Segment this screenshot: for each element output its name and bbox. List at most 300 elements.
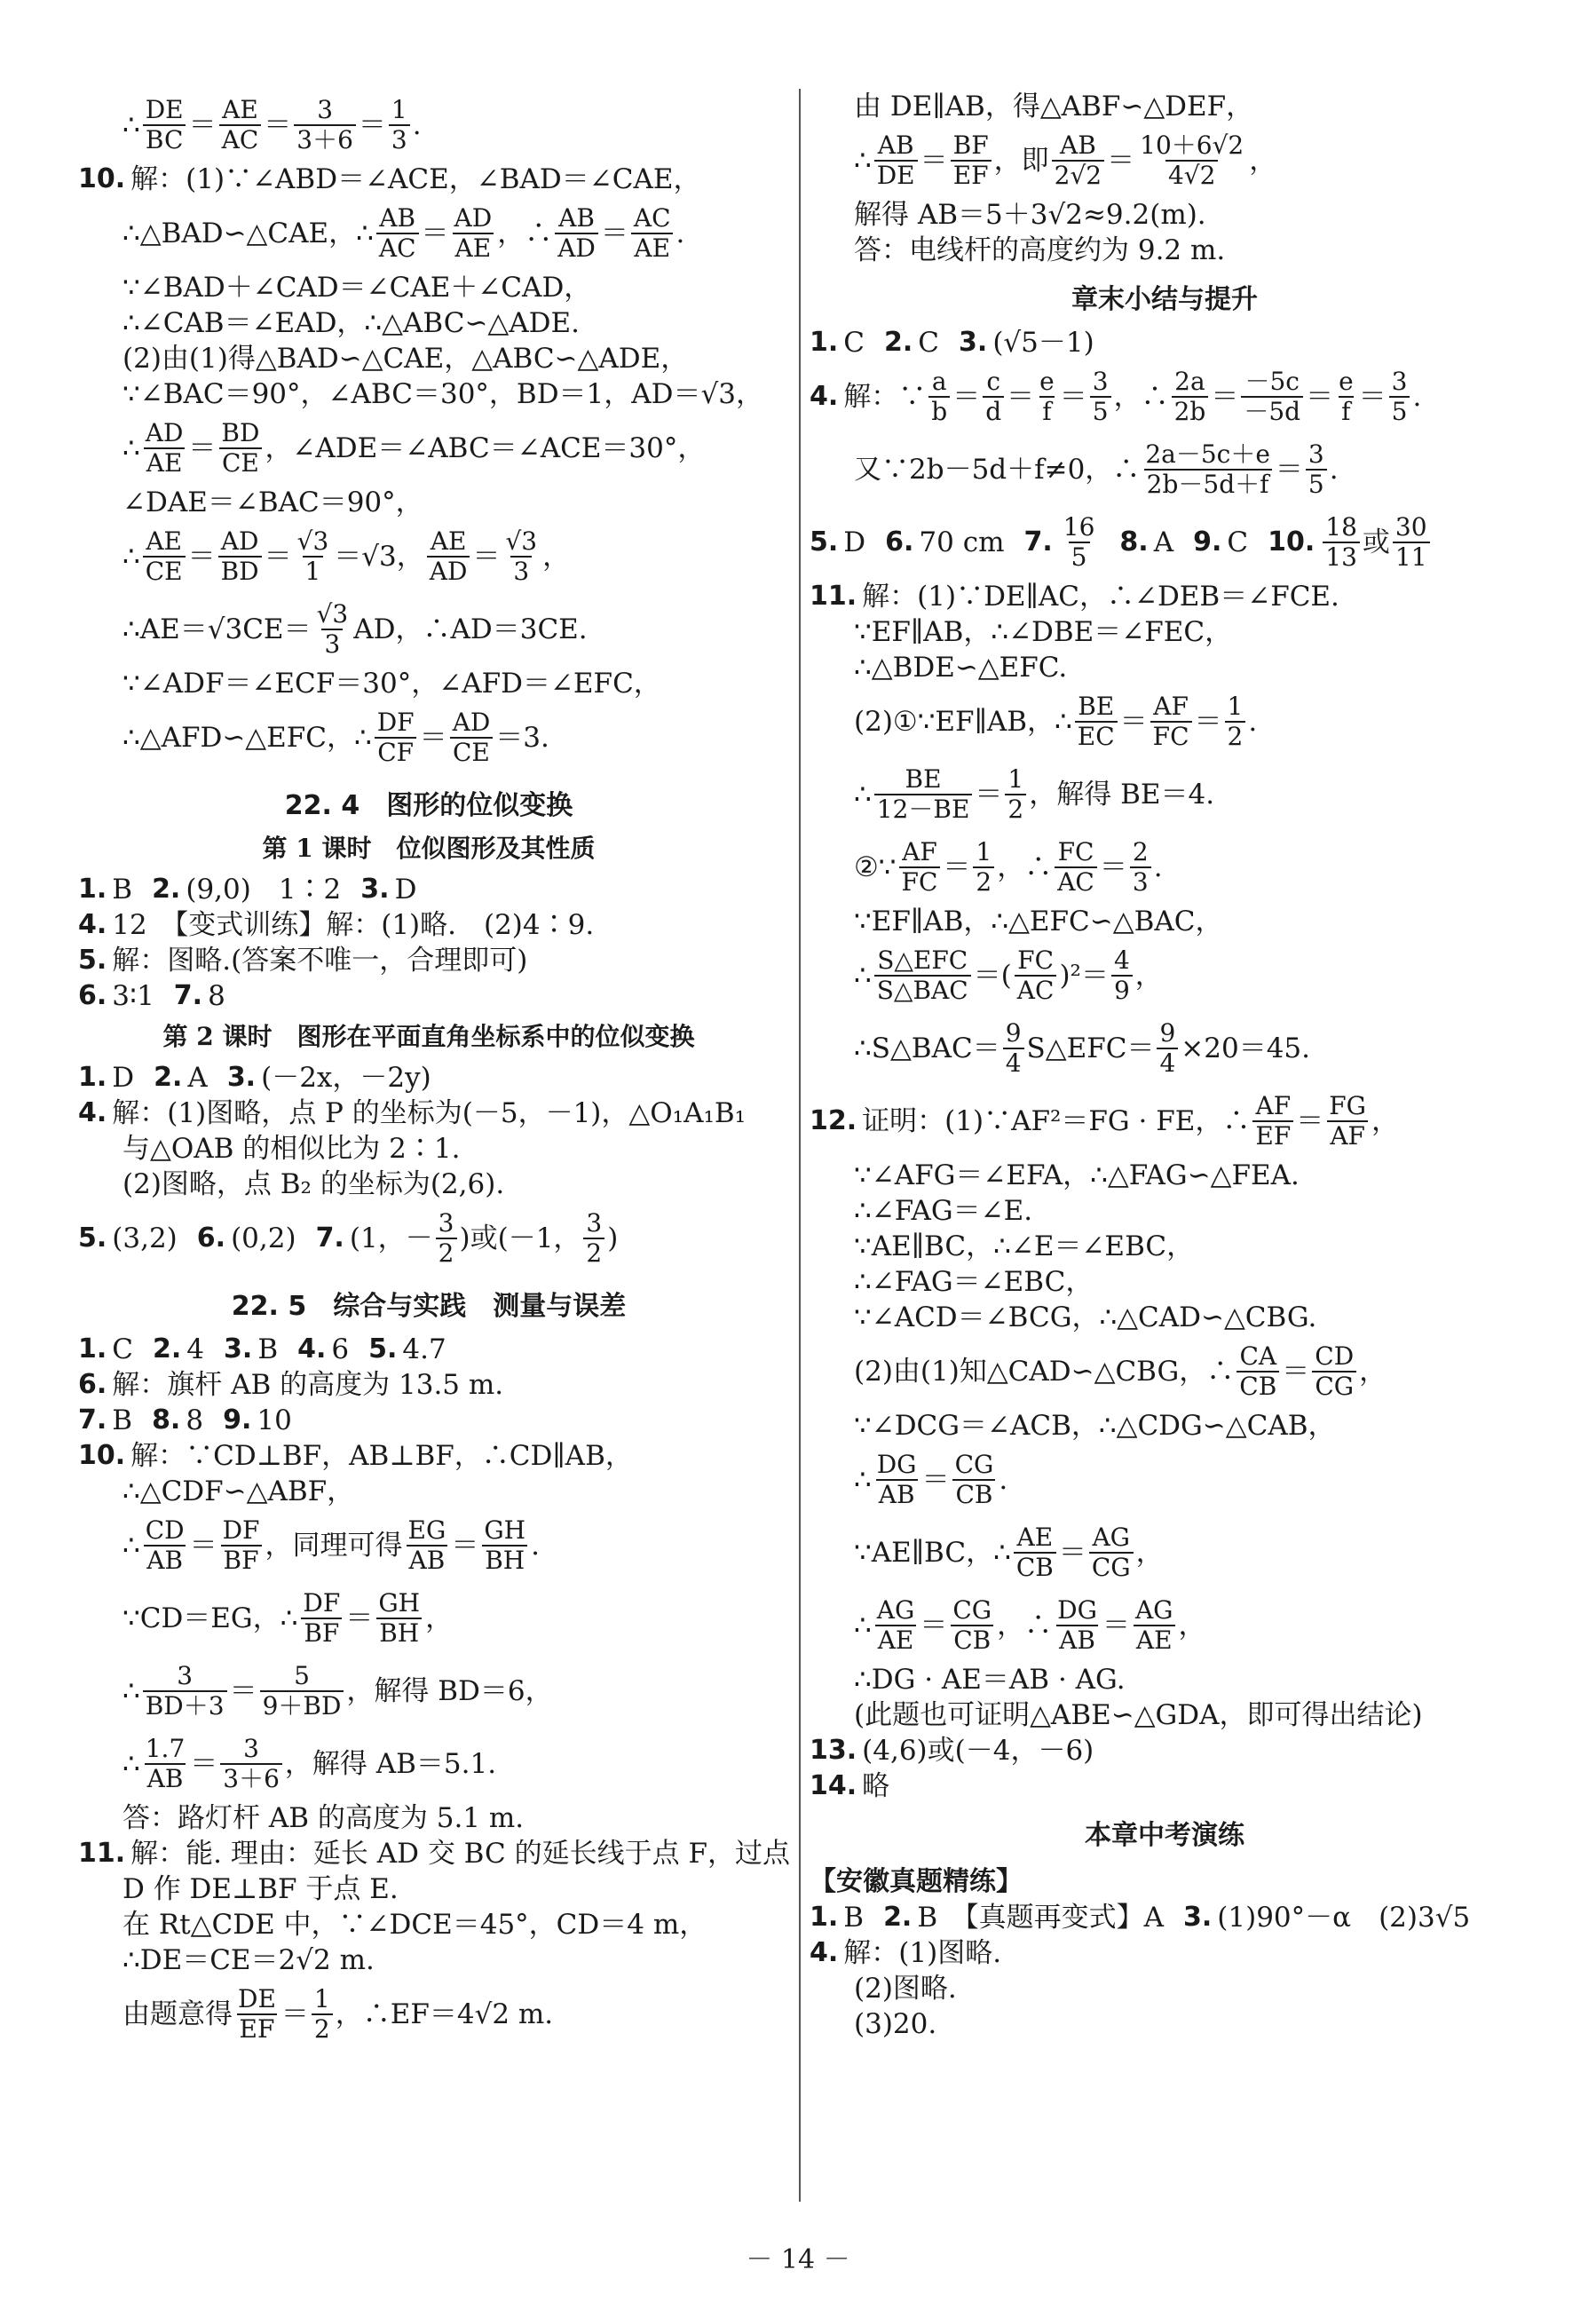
- numerator: AD: [145, 418, 184, 447]
- text-segment: .: [999, 1464, 1008, 1496]
- text-segment: ∠DAE＝∠BAC＝90°，: [122, 487, 423, 518]
- text-segment: (0,2): [231, 1222, 296, 1254]
- text-segment: ∴∠FAG＝∠E.: [854, 1195, 1033, 1227]
- numerator: AF: [1255, 1091, 1292, 1120]
- text-segment: (－2x，－2y): [261, 1062, 431, 1094]
- text-segment: ∵∠BAC＝90°，∠ABC＝30°，BD＝1，AD＝√3，: [122, 378, 763, 410]
- question-number: 6.: [78, 980, 107, 1011]
- numerator: AE: [146, 526, 182, 556]
- fraction: [1075, 692, 1118, 751]
- text-segment: ∴: [854, 1610, 872, 1641]
- answer-row: [810, 1733, 1520, 1768]
- denominator: 13: [1323, 542, 1360, 572]
- text-segment: AD，∴AD＝3CE.: [353, 613, 588, 645]
- fraction: [1142, 440, 1273, 499]
- text-segment: ，即: [993, 145, 1049, 177]
- denominator: AE: [144, 447, 186, 478]
- text-segment: ∵CD＝EG，∴: [122, 1602, 298, 1634]
- fraction: [1172, 368, 1209, 426]
- fraction: [143, 527, 186, 586]
- fraction: [375, 708, 417, 767]
- denominator: 2: [973, 866, 994, 897]
- question-number: 9.: [223, 1404, 252, 1436]
- denominator: AE: [1134, 1625, 1175, 1655]
- denominator: 3: [510, 556, 532, 586]
- text-segment: ，: [1134, 960, 1163, 992]
- question-number: 3.: [226, 1062, 257, 1093]
- numerator: AB: [558, 203, 595, 233]
- fraction: [1237, 1342, 1279, 1401]
- answer-row: [78, 1403, 779, 1438]
- question-number: 14.: [810, 1770, 857, 1801]
- numerator: FC: [1057, 837, 1094, 866]
- text-segment: ∴: [854, 145, 872, 177]
- fraction: [219, 96, 262, 154]
- numerator: AB: [1059, 131, 1096, 160]
- denominator: BF: [301, 1618, 342, 1648]
- numerator: AB: [877, 131, 914, 160]
- line: [78, 341, 779, 376]
- numerator: S△EFC: [877, 945, 968, 975]
- numerator: e: [1039, 367, 1055, 396]
- line: [78, 593, 779, 666]
- fraction: [143, 1662, 227, 1721]
- denominator: AF: [1327, 1120, 1368, 1151]
- text-segment: B: [112, 874, 133, 906]
- text-segment: ，: [542, 541, 571, 573]
- text-segment: 解：图略.(答案不唯一，合理即可): [112, 945, 528, 977]
- line: [78, 1871, 779, 1907]
- section-title: 22. 4 图形的位似变换: [284, 790, 573, 821]
- fraction: [1055, 1596, 1100, 1655]
- fraction: [1111, 946, 1133, 1005]
- denominator: CB: [1014, 1552, 1056, 1582]
- fraction: [583, 1209, 604, 1268]
- answer-row: [78, 1367, 779, 1403]
- text-segment: B: [257, 1333, 279, 1365]
- answer-row: [78, 1096, 779, 1131]
- denominator: 3: [321, 629, 343, 659]
- text-segment: A: [1153, 526, 1174, 558]
- fraction: [376, 204, 419, 263]
- text-segment: ∴: [122, 1530, 140, 1562]
- question-number: 1.: [78, 1333, 107, 1365]
- fraction: [1306, 440, 1327, 499]
- fraction: [1015, 946, 1057, 1005]
- line: [78, 270, 779, 305]
- numerator: CD: [1315, 1341, 1355, 1371]
- text-segment: ∴DG · AE＝AB · AG.: [854, 1664, 1126, 1696]
- denominator: 4√2: [1165, 160, 1218, 190]
- question-number: 11.: [78, 1838, 126, 1869]
- line: 由题意得 $\frac{DE}{EF}$ ＝ $\frac{1}{2}$ ，∴EF＝4√2 m.: [122, 1984, 554, 2044]
- line: [810, 939, 1520, 1012]
- text-segment: ，: [1135, 1537, 1164, 1569]
- numerator: AG: [876, 1595, 915, 1625]
- fraction: [218, 419, 262, 478]
- line: [810, 1158, 1520, 1193]
- denominator: 9: [1111, 975, 1133, 1005]
- fraction: [314, 600, 352, 659]
- question-number: 5.: [78, 1222, 107, 1254]
- numerator: DE: [145, 95, 184, 124]
- numerator: e: [1339, 367, 1354, 396]
- question-number: 7.: [78, 1404, 107, 1436]
- fraction: [389, 96, 410, 154]
- text-segment: ，同理可得: [265, 1530, 403, 1562]
- question-number: 4.: [810, 381, 839, 412]
- question-number: 3.: [224, 1333, 253, 1365]
- section-title: 22. 5 综合与实践 测量与误差: [231, 1291, 627, 1322]
- numerator: 2a: [1174, 367, 1205, 396]
- line: (2)①∵EF∥AB，∴ $\frac{BE}{EC}$ ＝ $\frac{AF}{FC}$ ＝ $\frac{1}{2}$ .: [854, 692, 1258, 751]
- denominator: EC: [1075, 721, 1118, 751]
- text-segment: (2)图略，点 B₂ 的坐标为(2,6).: [122, 1168, 505, 1200]
- text-segment: ∴S△BAC＝: [854, 1032, 1000, 1064]
- text-segment: D: [394, 874, 417, 906]
- numerator: c: [986, 367, 1001, 396]
- fraction: [1393, 513, 1430, 572]
- numerator: GH: [378, 1588, 421, 1618]
- numerator: AG: [1134, 1595, 1173, 1625]
- fraction: [1089, 1523, 1134, 1582]
- text-segment: 与△OAB 的相似比为 2∶1.: [122, 1133, 461, 1165]
- text-segment: 或: [1362, 526, 1390, 558]
- denominator: 5: [1389, 396, 1410, 426]
- denominator: EF: [237, 2013, 278, 2044]
- denominator: CF: [375, 737, 416, 767]
- numerator: BE: [1078, 692, 1115, 721]
- numerator: AG: [1092, 1523, 1131, 1552]
- question-number: 2.: [153, 1333, 182, 1365]
- text-segment: 4: [186, 1333, 205, 1365]
- line: ∴ $\frac{AB}{DE}$ ＝ $\frac{BF}{EF}$ ，即 $\frac{AB}{2√2}$ ＝ $\frac{10+6√2}{4√2}$ ，: [854, 131, 1277, 190]
- text-segment: )或(－1，: [459, 1222, 581, 1254]
- line: [810, 1662, 1520, 1697]
- question-number: 5.: [78, 945, 107, 976]
- text-segment: (2)由(1)得△BAD∽△CAE，△ABC∽△ADE，: [122, 343, 689, 375]
- denominator: f: [1039, 396, 1054, 426]
- line: [78, 305, 779, 341]
- line: (2)由(1)知△CAD∽△CBG，∴ $\frac{CA}{CB}$ ＝ $\frac{CD}{CG}$ ，: [854, 1341, 1387, 1401]
- text-segment: 证明：(1)∵AF²＝FG · FE，∴: [862, 1105, 1251, 1137]
- text-segment: B: [112, 1404, 133, 1436]
- text-segment: ，解得 BD＝6，: [346, 1675, 553, 1707]
- numerator: 1: [976, 837, 992, 866]
- text-segment: )²＝: [1059, 960, 1109, 992]
- text-segment: ＝(: [973, 960, 1012, 992]
- text-segment: 8: [208, 980, 225, 1012]
- text-segment: ∴∠CAB＝∠EAD，∴△ABC∽△ADE.: [122, 307, 580, 339]
- numerator: AC: [633, 203, 671, 233]
- numerator: 3: [438, 1208, 454, 1238]
- fraction: [1130, 838, 1151, 897]
- question-number: 6.: [196, 1222, 226, 1254]
- fraction: [1157, 1019, 1178, 1078]
- question-number: 10.: [1268, 526, 1316, 558]
- fraction: [295, 527, 332, 586]
- text-segment: (1，－: [349, 1222, 433, 1254]
- numerator: DE: [238, 1984, 276, 2013]
- numerator: AD: [452, 708, 491, 737]
- text-segment: ∴∠FAG＝∠EBC，: [854, 1266, 1094, 1298]
- denominator: 12－BE: [874, 794, 973, 824]
- numerator: FG: [1329, 1091, 1367, 1120]
- numerator: 16: [1063, 512, 1095, 542]
- section-title: 章末小结与提升: [1071, 284, 1258, 315]
- numerator: 3: [1092, 367, 1109, 396]
- numerator: 2a－5c＋e: [1145, 439, 1270, 469]
- text-segment: (2)①∵EF∥AB，∴: [854, 706, 1072, 738]
- line: [78, 1474, 779, 1509]
- text-segment: ＝√3，: [334, 541, 424, 573]
- text-segment: (√5－1): [992, 327, 1094, 359]
- numerator: AD: [220, 526, 259, 556]
- question-10: [78, 162, 779, 197]
- numerator: a: [931, 367, 947, 396]
- answer-row: [810, 579, 1520, 614]
- denominator: －5d: [1241, 396, 1303, 426]
- line: [78, 1800, 779, 1836]
- text-segment: ，∴: [497, 218, 553, 249]
- line: [810, 904, 1520, 939]
- denominator: AB: [144, 1545, 186, 1575]
- text-segment: 12 【变式训练】解：(1)略. (2)4∶9.: [112, 909, 595, 941]
- question-number: 3.: [959, 327, 988, 358]
- denominator: AC: [219, 124, 262, 154]
- question-number: 6.: [885, 526, 914, 558]
- denominator: 4: [1157, 1048, 1178, 1078]
- fraction: [143, 419, 186, 478]
- denominator: BH: [482, 1545, 527, 1575]
- fraction: [220, 1735, 282, 1793]
- text-segment: .: [1248, 706, 1258, 738]
- line: 又∵2b－5d＋f≠0，∴ $\frac{2a-5c+e}{2b-5d+f}$ ＝ $\frac{3}{5}$ .: [854, 439, 1339, 499]
- numerator: 1: [1227, 692, 1244, 721]
- denominator: AD: [427, 556, 470, 586]
- line: [810, 1697, 1520, 1733]
- text-segment: .: [531, 1530, 540, 1562]
- line: ∴ $\frac{3}{BD+3}$ ＝ $\frac{5}{9+BD}$ ，解得 BD＝6，: [122, 1661, 553, 1721]
- denominator: CB: [951, 1625, 993, 1655]
- answer-row: 4. 解：∵ $\frac{a}{b}$ ＝ $\frac{c}{d}$ ＝ $\frac{e}{f}$ ＝ $\frac{3}{5}$ ，∴ $\frac{2a}{2b}$ ＝ $\frac{-5c}{-5d}$ ＝ $\frac{e}{f}$ ＝ $\frac{3}{5}$ .: [810, 367, 1422, 426]
- answer-row: [78, 1202, 779, 1275]
- text-segment: (3)20.: [854, 2008, 937, 2040]
- fraction: [1323, 513, 1360, 572]
- fraction: [1137, 131, 1246, 190]
- fraction: [1003, 1019, 1024, 1078]
- fraction: [143, 96, 186, 154]
- text-segment: ∴: [122, 432, 140, 464]
- denominator: 2: [1225, 721, 1246, 751]
- answer-row: [78, 1438, 779, 1474]
- question-number: 2.: [884, 327, 913, 358]
- denominator: f: [1339, 396, 1353, 426]
- line: ∴△BAD∽△CAE，∴ $\frac{AB}{AC}$ ＝ $\frac{AD}{AE}$ ，∴ $\frac{AB}{AD}$ ＝ $\frac{AC}{AE}$ .: [122, 203, 685, 263]
- question-number: 1.: [78, 874, 107, 905]
- numerator: √3: [296, 526, 329, 556]
- fraction: [928, 368, 950, 426]
- fraction: [983, 368, 1004, 426]
- text-segment: 解：∵: [843, 381, 927, 413]
- numerator: BF: [952, 131, 989, 160]
- text-segment: (2)由(1)知△CAD∽△CBG，∴: [854, 1356, 1235, 1388]
- line: ②∵ $\frac{AF}{FC}$ ＝ $\frac{1}{2}$ ，∴ $\frac{FC}{AC}$ ＝ $\frac{2}{3}$ .: [854, 837, 1163, 897]
- denominator: AE: [453, 233, 494, 263]
- text-segment: C: [112, 1333, 134, 1365]
- bracket-heading: 【安徽真题精练】: [810, 1866, 1023, 1897]
- numerator: 9: [1005, 1018, 1022, 1048]
- text-segment: ∵∠ADF＝∠ECF＝30°，∠AFD＝∠EFC，: [122, 668, 661, 700]
- text-segment: 由 DE∥AB，得△ABF∽△DEF，: [854, 91, 1254, 123]
- numerator: AF: [902, 837, 937, 866]
- text-segment: ，∠ADE＝∠ABC＝∠ACE＝30°，: [265, 432, 706, 464]
- denominator: CE: [450, 737, 493, 767]
- fraction: [312, 1985, 333, 2044]
- text-segment: ): [607, 1222, 619, 1254]
- denominator: 2√2: [1052, 160, 1104, 190]
- denominator: EF: [1252, 1120, 1293, 1151]
- denominator: 3＋6: [294, 124, 356, 154]
- text-segment: ∴: [122, 1675, 140, 1707]
- line: [810, 1012, 1520, 1085]
- text-segment: (3,2): [112, 1222, 178, 1254]
- denominator: AE: [875, 1625, 917, 1655]
- question-number: 9.: [1193, 526, 1222, 558]
- text-segment: .: [676, 218, 685, 249]
- text-segment: (2)图略.: [854, 1973, 957, 2005]
- text-segment: D: [112, 1062, 135, 1094]
- line: [810, 197, 1520, 233]
- fraction: [1055, 838, 1097, 897]
- denominator: 3＋6: [220, 1763, 282, 1793]
- line: [78, 666, 779, 701]
- line: [810, 1408, 1520, 1444]
- text-segment: ∵∠DCG＝∠ACB，∴△CDG∽△CAB，: [854, 1410, 1336, 1442]
- fraction: [502, 527, 540, 586]
- text-segment: ，: [1359, 1356, 1387, 1388]
- denominator: BD＋3: [143, 1690, 227, 1721]
- denominator: AB: [876, 1479, 918, 1509]
- fraction: [481, 1516, 528, 1575]
- question-number: 10.: [78, 163, 126, 194]
- numerator: EG: [407, 1515, 446, 1545]
- question-number: 1.: [810, 1902, 839, 1933]
- text-segment: ∵EF∥AB，∴∠DBE＝∠FEC，: [854, 616, 1233, 648]
- fraction: [874, 946, 971, 1005]
- text-segment: ，: [1178, 1610, 1206, 1641]
- text-segment: 4.7: [402, 1333, 446, 1365]
- text-segment: ∵∠BAD＋∠CAD＝∠CAE＋∠CAD，: [122, 272, 592, 304]
- fraction: [1090, 368, 1111, 426]
- fraction: [874, 765, 973, 824]
- fraction: [218, 527, 262, 586]
- text-segment: ，∴EF＝4√2 m.: [335, 1998, 554, 2030]
- fraction: [950, 1596, 994, 1655]
- line: ∴ $\frac{CD}{AB}$ ＝ $\frac{DF}{BF}$ ，同理可得 $\frac{EG}{AB}$ ＝ $\frac{GH}{BH}$ .: [122, 1515, 540, 1575]
- text-segment: ∴: [854, 960, 872, 992]
- text-segment: C: [1227, 526, 1249, 558]
- question-number: 4.: [78, 1097, 107, 1128]
- fraction: [874, 1451, 920, 1509]
- denominator: CE: [143, 556, 186, 586]
- denominator: b: [928, 396, 950, 426]
- text-segment: ，解得 BE＝4.: [1029, 779, 1215, 811]
- numerator: BD: [221, 418, 260, 447]
- fraction: [375, 1589, 423, 1648]
- line: [78, 376, 779, 412]
- question-number: 10.: [78, 1440, 126, 1471]
- answer-row: [78, 907, 779, 943]
- fraction: [452, 204, 495, 263]
- answer-row: [78, 943, 779, 978]
- numerator: AE: [222, 95, 258, 124]
- denominator: FC: [1150, 721, 1192, 751]
- line: [78, 1942, 779, 1978]
- numerator: 9: [1159, 1018, 1176, 1048]
- numerator: 30: [1395, 512, 1427, 542]
- answer-row: [810, 1900, 1520, 1935]
- line: [810, 1229, 1520, 1264]
- numerator: CG: [952, 1595, 992, 1625]
- numerator: 5: [294, 1661, 310, 1690]
- numerator: BE: [905, 764, 942, 794]
- text-segment: ∵∠AFG＝∠EFA，∴△FAG∽△FEA.: [854, 1159, 1300, 1191]
- fraction: [143, 1516, 187, 1575]
- fraction: [1052, 131, 1104, 190]
- line: [810, 614, 1520, 650]
- text-segment: ∵EF∥AB，∴△EFC∽△BAC，: [854, 906, 1223, 937]
- answer-row: [810, 506, 1520, 579]
- numerator: 3: [177, 1661, 194, 1690]
- fraction: [899, 838, 941, 897]
- text-segment: 10: [257, 1404, 292, 1436]
- denominator: EF: [951, 160, 992, 190]
- subsection-title: 第 1 课时 位似图形及其性质: [262, 834, 596, 863]
- fraction: [631, 204, 674, 263]
- denominator: CG: [1312, 1371, 1356, 1401]
- question-number: 8.: [152, 1404, 181, 1436]
- fraction: [260, 1662, 344, 1721]
- fraction: [555, 204, 598, 263]
- text-segment: ∴: [122, 541, 140, 573]
- text-segment: (此题也可证明△ABE∽△GDA，即可得出结论): [854, 1699, 1423, 1731]
- fraction: [874, 131, 918, 190]
- fraction: [1005, 765, 1026, 824]
- fraction: [1336, 368, 1356, 426]
- fraction: [1389, 368, 1410, 426]
- question-number: 2.: [154, 1062, 183, 1093]
- numerator: 1: [1007, 764, 1024, 794]
- numerator: 4: [1113, 945, 1130, 975]
- question-number: 12.: [810, 1105, 857, 1136]
- question-number: 8.: [1119, 526, 1149, 558]
- line: ∴ $\frac{BE}{12-BE}$ ＝ $\frac{1}{2}$ ，解得 BE＝4.: [854, 764, 1215, 824]
- denominator: 2: [312, 2013, 333, 2044]
- fraction: [294, 96, 356, 154]
- numerator: 3: [1391, 367, 1408, 396]
- numerator: AB: [379, 203, 416, 233]
- text-segment: .: [412, 109, 422, 141]
- question-number: 4.: [297, 1333, 327, 1365]
- numerator: 3: [243, 1734, 259, 1763]
- line: [78, 485, 779, 520]
- text-segment: ∵∠ACD＝∠BCG，∴△CAD∽△CBG.: [854, 1301, 1317, 1333]
- text-segment: ∵AE∥BC，∴: [854, 1537, 1011, 1569]
- text-segment: ，∴: [1113, 381, 1169, 413]
- question-number: 4.: [810, 1937, 839, 1968]
- line: ∴ $\frac{AE}{CE}$ ＝ $\frac{AD}{BD}$ ＝ $\frac{√3}{1}$ ＝√3， $\frac{AE}{AD}$ ＝ $\frac{√3}{3}$ ，: [122, 526, 571, 586]
